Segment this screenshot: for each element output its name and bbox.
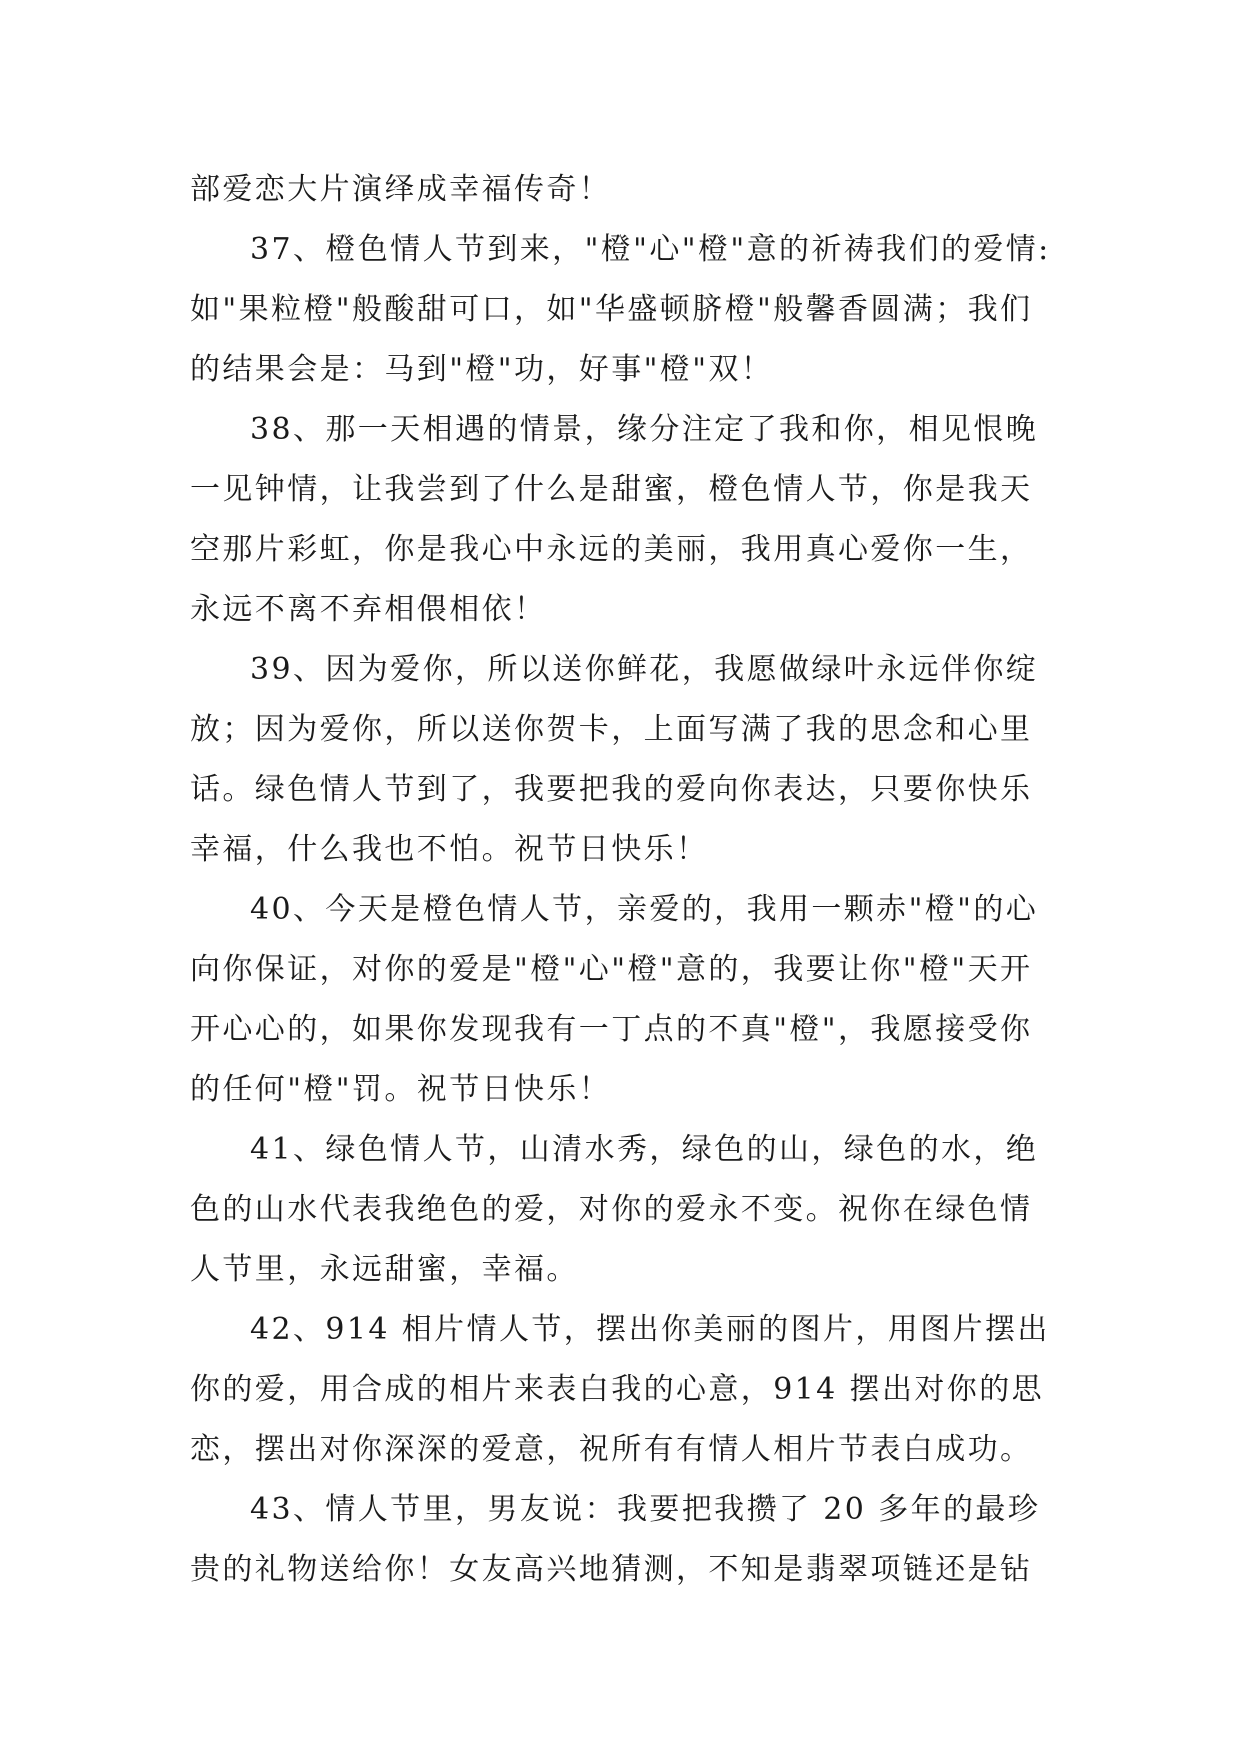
paragraph-39-line-1: 39、因为爱你，所以送你鲜花，我愿做绿叶永远伴你绽: [250, 652, 1039, 687]
paragraph-38-line-1: 38、那一天相遇的情景，缘分注定了我和你，相见恨晚: [250, 412, 1039, 447]
text-line: 贵的礼物送给你！女友高兴地猜测，不知是翡翠项链还是钻: [190, 1552, 1033, 1587]
text-line: 恋，摆出对你深深的爱意，祝所有有情人相片节表白成功。: [190, 1432, 1033, 1467]
paragraph-37-line-1: 37、橙色情人节到来，"橙"心"橙"意的祈祷我们的爱情:: [250, 232, 1051, 267]
text-line: 一见钟情，让我尝到了什么是甜蜜，橙色情人节，你是我天: [190, 472, 1033, 507]
paragraph-42-line-1: 42、914 相片情人节，摆出你美丽的图片，用图片摆出: [250, 1312, 1050, 1347]
text-line: 如"果粒橙"般酸甜可口，如"华盛顿脐橙"般馨香圆满；我们: [190, 292, 1033, 327]
text-line: 的结果会是：马到"橙"功，好事"橙"双！: [190, 352, 774, 387]
text-line: 部爱恋大片演绎成幸福传奇！: [190, 172, 612, 207]
text-line: 开心心的，如果你发现我有一丁点的不真"橙"，我愿接受你: [190, 1012, 1033, 1047]
text-line: 永远不离不弃相偎相依！: [190, 592, 547, 627]
text-line: 话。绿色情人节到了，我要把我的爱向你表达，只要你快乐: [190, 772, 1033, 807]
paragraph-40-line-1: 40、今天是橙色情人节，亲爱的，我用一颗赤"橙"的心: [250, 892, 1039, 927]
text-line: 人节里，永远甜蜜，幸福。: [190, 1252, 579, 1287]
text-line: 的任何"橙"罚。祝节日快乐！: [190, 1072, 612, 1107]
text-line: 放；因为爱你，所以送你贺卡，上面写满了我的思念和心里: [190, 712, 1033, 747]
text-line: 你的爱，用合成的相片来表白我的心意，914 摆出对你的思: [190, 1372, 1044, 1407]
text-line: 幸福，什么我也不怕。祝节日快乐！: [190, 832, 709, 867]
paragraph-43-line-1: 43、情人节里，男友说：我要把我攒了 20 多年的最珍: [250, 1492, 1041, 1527]
document-body: [190, 160, 1070, 1600]
text-line: 向你保证，对你的爱是"橙"心"橙"意的，我要让你"橙"天开: [190, 952, 1033, 987]
text-line: 空那片彩虹，你是我心中永远的美丽，我用真心爱你一生，: [190, 532, 1033, 567]
text-line: 色的山水代表我绝色的爱，对你的爱永不变。祝你在绿色情: [190, 1192, 1033, 1227]
paragraph-41-line-1: 41、绿色情人节，山清水秀，绿色的山，绿色的水，绝: [250, 1132, 1039, 1167]
